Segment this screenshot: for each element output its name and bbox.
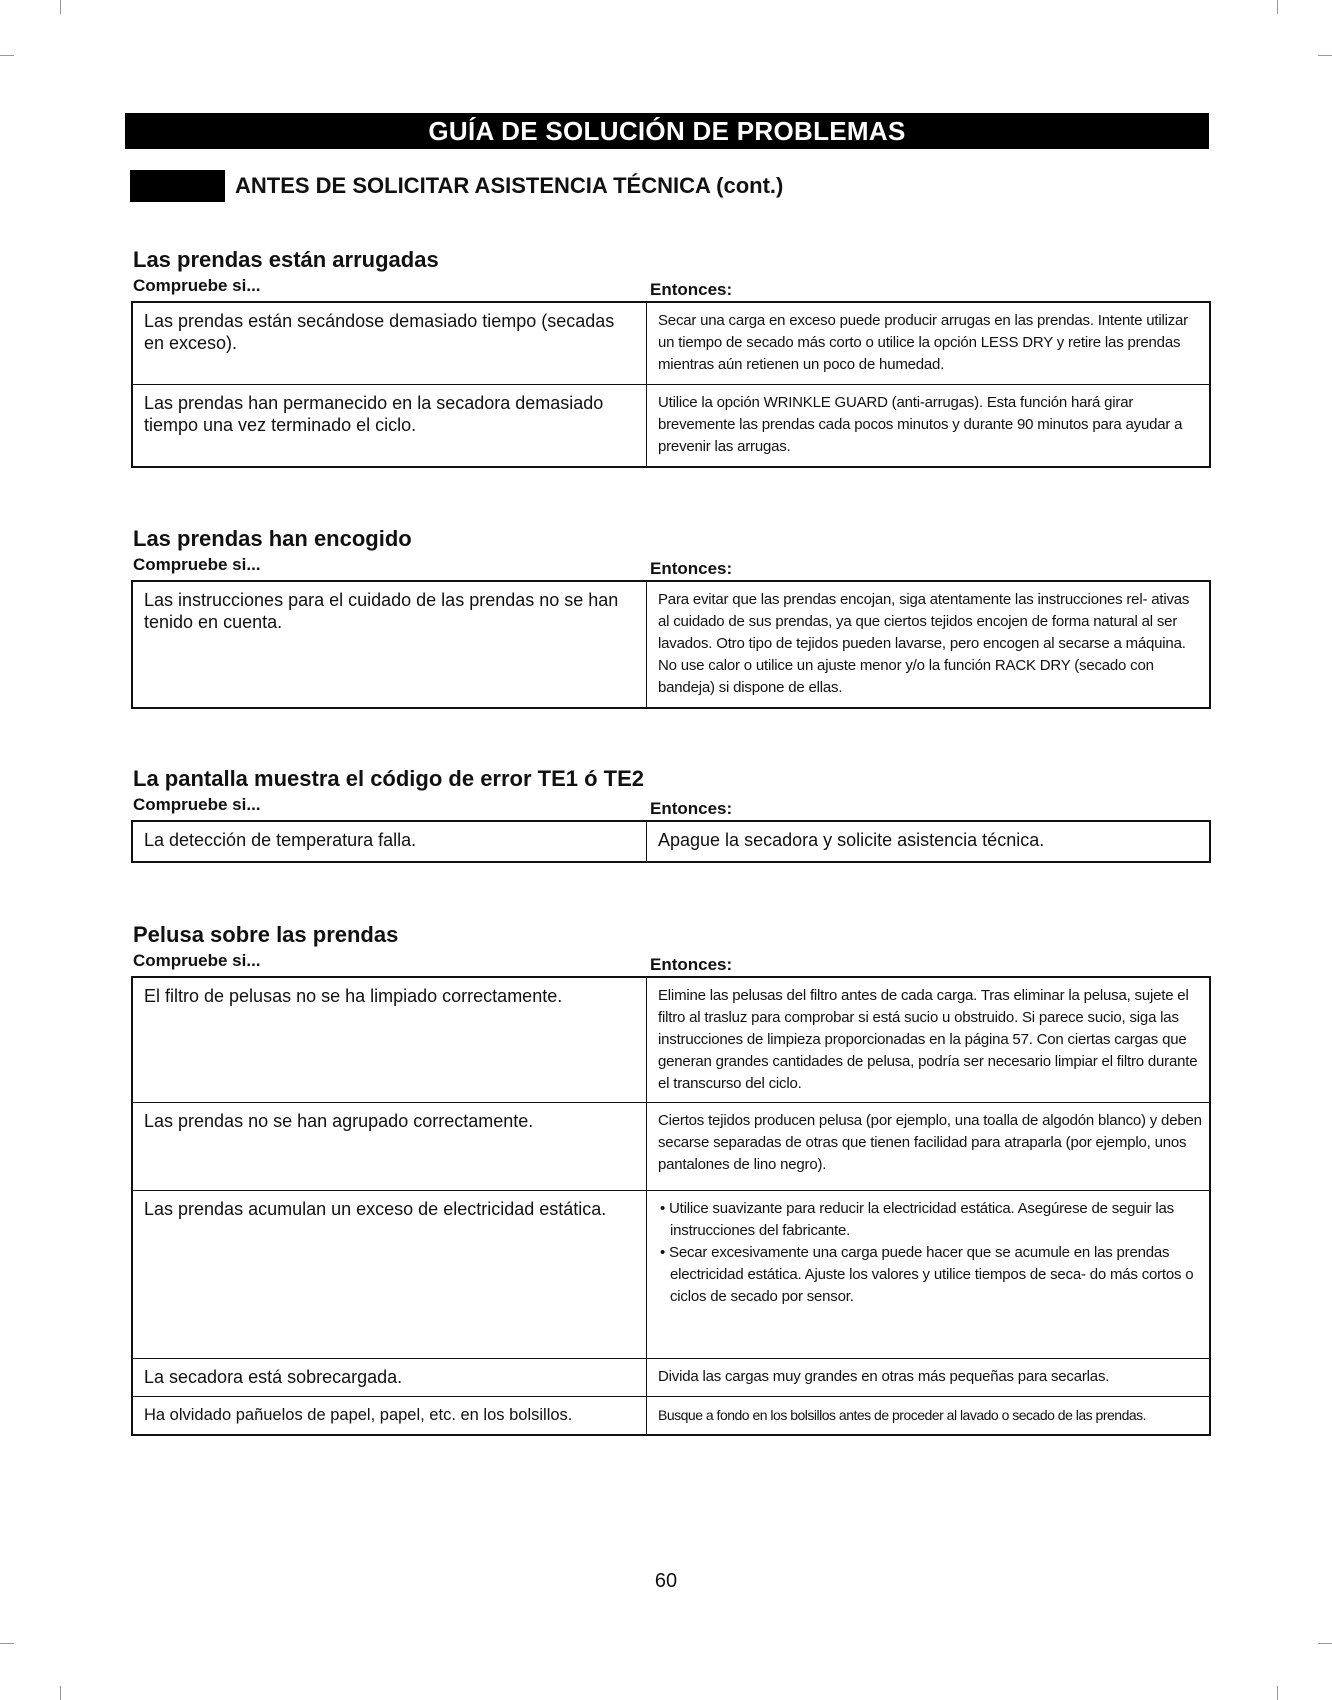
table-row xyxy=(132,1397,1210,1436)
column-headers xyxy=(133,949,1213,973)
table-row xyxy=(132,1191,1210,1359)
crop-mark xyxy=(1318,55,1332,56)
action-cell: Ciertos tejidos producen pelusa (por ejemplo, una toalla de algodón blanco) y deben secarse separadas de otras que tienen facilidad para atraparla (por ejemplo, unos pantalones de lino negro). xyxy=(647,1103,1211,1191)
check-cell: Ha olvidado pañuelos de papel, papel, etc. en los bolsillos. xyxy=(132,1397,647,1436)
check-cell: La detección de temperatura falla. xyxy=(132,821,647,862)
troubleshoot-table xyxy=(131,301,1211,468)
action-bullet: • Utilice suavizante para reducir la electricidad estática. Asegúrese de seguir las instrucciones del fabricante. xyxy=(660,1200,1174,1239)
action-cell xyxy=(647,1191,1211,1359)
check-cell: Las instrucciones para el cuidado de las prendas no se han tenido en cuenta. xyxy=(132,581,647,708)
table-row xyxy=(132,1103,1210,1191)
check-header: Compruebe si... xyxy=(133,951,261,970)
check-header: Compruebe si... xyxy=(133,795,261,814)
section-wrinkled xyxy=(133,246,1213,468)
crop-mark xyxy=(0,55,14,56)
action-cell: Para evitar que las prendas encojan, siga atentamente las instrucciones rel- ativas al cuidado de sus prendas, ya que ciertos tejidos encojen de forma natural al ser lavados. Otro tipo de tejidos pueden lavarse, pero encogen al secarse a máquina. No use calor o utilice un ajuste menor y/o la función RACK DRY (secado con bandeja) si dispone de ellas. xyxy=(658,591,1190,696)
action-header: Entonces: xyxy=(650,280,733,299)
section-lint xyxy=(133,921,1213,1436)
section-title: La pantalla muestra el código de error TE1 ó TE2 xyxy=(133,766,645,791)
action-cell: Utilice la opción WRINKLE GUARD (anti-arrugas). Esta función hará girar brevemente las prendas cada pocos minutos y durante 90 minutos para ayudar a prevenir las arrugas. xyxy=(647,385,1211,468)
action-header: Entonces: xyxy=(650,799,733,818)
check-cell: Las prendas están secándose demasiado tiempo (secadas en exceso). xyxy=(132,302,647,385)
action-cell: Apague la secadora y solicite asistencia técnica. xyxy=(658,830,1045,850)
check-cell: La secadora está sobrecargada. xyxy=(132,1359,647,1397)
section-title: Pelusa sobre las prendas xyxy=(133,922,399,947)
check-header: Compruebe si... xyxy=(133,555,261,574)
table-row xyxy=(132,581,1210,708)
action-header: Entonces: xyxy=(650,559,733,578)
column-headers xyxy=(133,553,1213,577)
table-row xyxy=(132,821,1210,862)
crop-mark xyxy=(60,0,61,14)
crop-mark xyxy=(60,1686,61,1700)
action-cell: Secar una carga en exceso puede producir arrugas en las prendas. Intente utilizar un tiempo de secado más corto o utilice la opción LESS DRY y retire las prendas mientras aún retienen un poco de humedad. xyxy=(658,312,1188,373)
action-cell: Elimine las pelusas del filtro antes de cada carga. Tras eliminar la pelusa, sujete el filtro al trasluz para comprobar si está sucio u obstruido. Si parece sucio, siga las instrucciones de limpieza proporcionadas en la página 57. Con ciertas cargas que generan grandes cantidades de pelusa, podría ser necesario limpiar el filtro durante el transcurso del ciclo. xyxy=(658,987,1198,1092)
check-cell: Las prendas acumulan un exceso de electricidad estática. xyxy=(132,1191,647,1359)
check-cell: Las prendas han permanecido en la secadora demasiado tiempo una vez terminado el ciclo. xyxy=(132,385,647,468)
page-number: 60 xyxy=(654,1570,678,1592)
troubleshoot-table xyxy=(131,820,1211,863)
action-bullet: • Secar excesivamente una carga puede hacer que se acumule en las prendas electricidad estática. Ajuste los valores y utilice tiempos de seca- do más cortos o ciclos de secado por sensor. xyxy=(660,1244,1194,1305)
crop-mark xyxy=(0,1643,14,1644)
column-headers xyxy=(133,793,1213,817)
column-headers xyxy=(133,274,1213,298)
action-cell: Divida las cargas muy grandes en otras más pequeñas para secarlas. xyxy=(647,1359,1211,1397)
action-cell: Busque a fondo en los bolsillos antes de proceder al lavado o secado de las prendas. xyxy=(647,1397,1211,1436)
crop-mark xyxy=(1318,1643,1332,1644)
check-header: Compruebe si... xyxy=(133,276,261,295)
section-title: Las prendas han encogido xyxy=(133,526,412,551)
page-banner: GUÍA DE SOLUCIÓN DE PROBLEMAS xyxy=(125,113,1209,149)
check-cell: Las prendas no se han agrupado correctamente. xyxy=(132,1103,647,1191)
troubleshoot-table xyxy=(131,580,1211,709)
table-row xyxy=(132,1359,1210,1397)
table-row xyxy=(132,977,1210,1103)
table-row xyxy=(132,385,1210,468)
check-cell: El filtro de pelusas no se ha limpiado correctamente. xyxy=(132,977,647,1103)
section-error-code xyxy=(133,765,1213,863)
section-title: Las prendas están arrugadas xyxy=(133,247,439,272)
table-row xyxy=(132,302,1210,385)
subheading-text: ANTES DE SOLICITAR ASISTENCIA TÉCNICA (cont.) xyxy=(235,173,784,198)
crop-mark xyxy=(1277,1686,1278,1700)
troubleshoot-table xyxy=(131,976,1211,1436)
section-shrunk xyxy=(133,525,1213,709)
crop-mark xyxy=(1277,0,1278,14)
action-header: Entonces: xyxy=(650,955,733,974)
subheading-block xyxy=(130,170,225,202)
subheading xyxy=(130,170,783,202)
